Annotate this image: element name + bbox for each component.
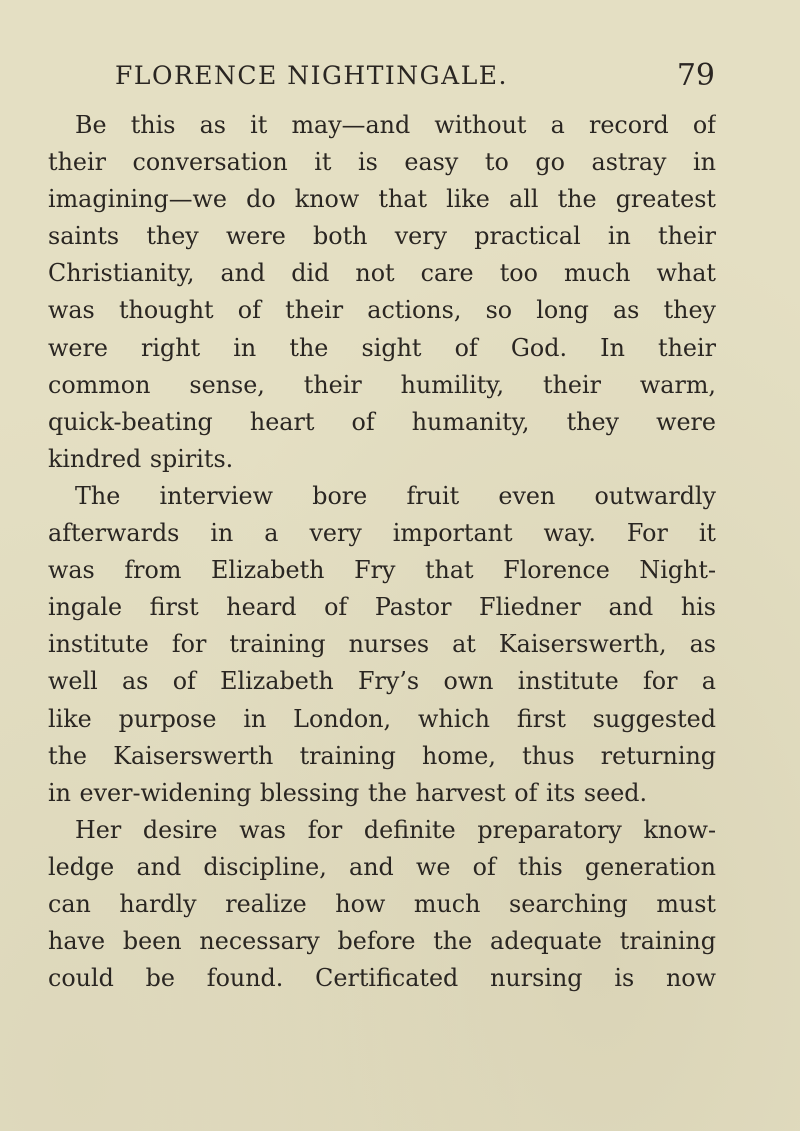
text-line: ingale first heard of Pastor Fliedner and his xyxy=(48,593,716,622)
running-title: FLORENCE NIGHTINGALE. xyxy=(115,61,508,90)
text-line: saints they were both very practical in their xyxy=(48,222,716,251)
text-line: in ever-widening blessing the harvest of its seed. xyxy=(48,778,648,807)
body-text xyxy=(48,107,716,997)
text-line: kindred spirits. xyxy=(48,444,234,473)
page-header xyxy=(115,56,715,100)
text-line: common sense, their humility, their warm, xyxy=(48,370,716,399)
text-line: afterwards in a very important way. For it xyxy=(48,519,716,548)
text-line: was thought of their actions, so long as they xyxy=(48,296,716,325)
text-line: quick-beating heart of humanity, they were xyxy=(48,407,716,436)
text-line: Her desire was for definite preparatory know- xyxy=(75,815,716,844)
text-line: can hardly realize how much searching must xyxy=(48,889,716,918)
text-line: Christianity, and did not care too much what xyxy=(48,259,716,288)
text-line: Be this as it may—and without a record of xyxy=(75,111,716,139)
text-line: the Kaiserswerth training home, thus returning xyxy=(48,741,716,770)
page-number: 79 xyxy=(676,58,715,93)
text-line: have been necessary before the adequate training xyxy=(48,927,716,956)
text-line: imagining—we do know that like all the greatest xyxy=(48,185,716,214)
text-line: was from Elizabeth Fry that Florence Night- xyxy=(48,556,716,585)
text-line: could be found. Certificated nursing is now xyxy=(48,964,716,993)
text-line: ledge and discipline, and we of this generation xyxy=(48,852,716,881)
text-line: like purpose in London, which first suggested xyxy=(48,704,716,733)
text-line: institute for training nurses at Kaiserswerth, as xyxy=(48,630,716,659)
text-line: well as of Elizabeth Fry’s own institute for a xyxy=(48,667,716,696)
text-line: their conversation it is easy to go astray in xyxy=(48,148,716,177)
text-line: were right in the sight of God. In their xyxy=(48,333,716,362)
text-line: The interview bore fruit even outwardly xyxy=(75,481,716,510)
